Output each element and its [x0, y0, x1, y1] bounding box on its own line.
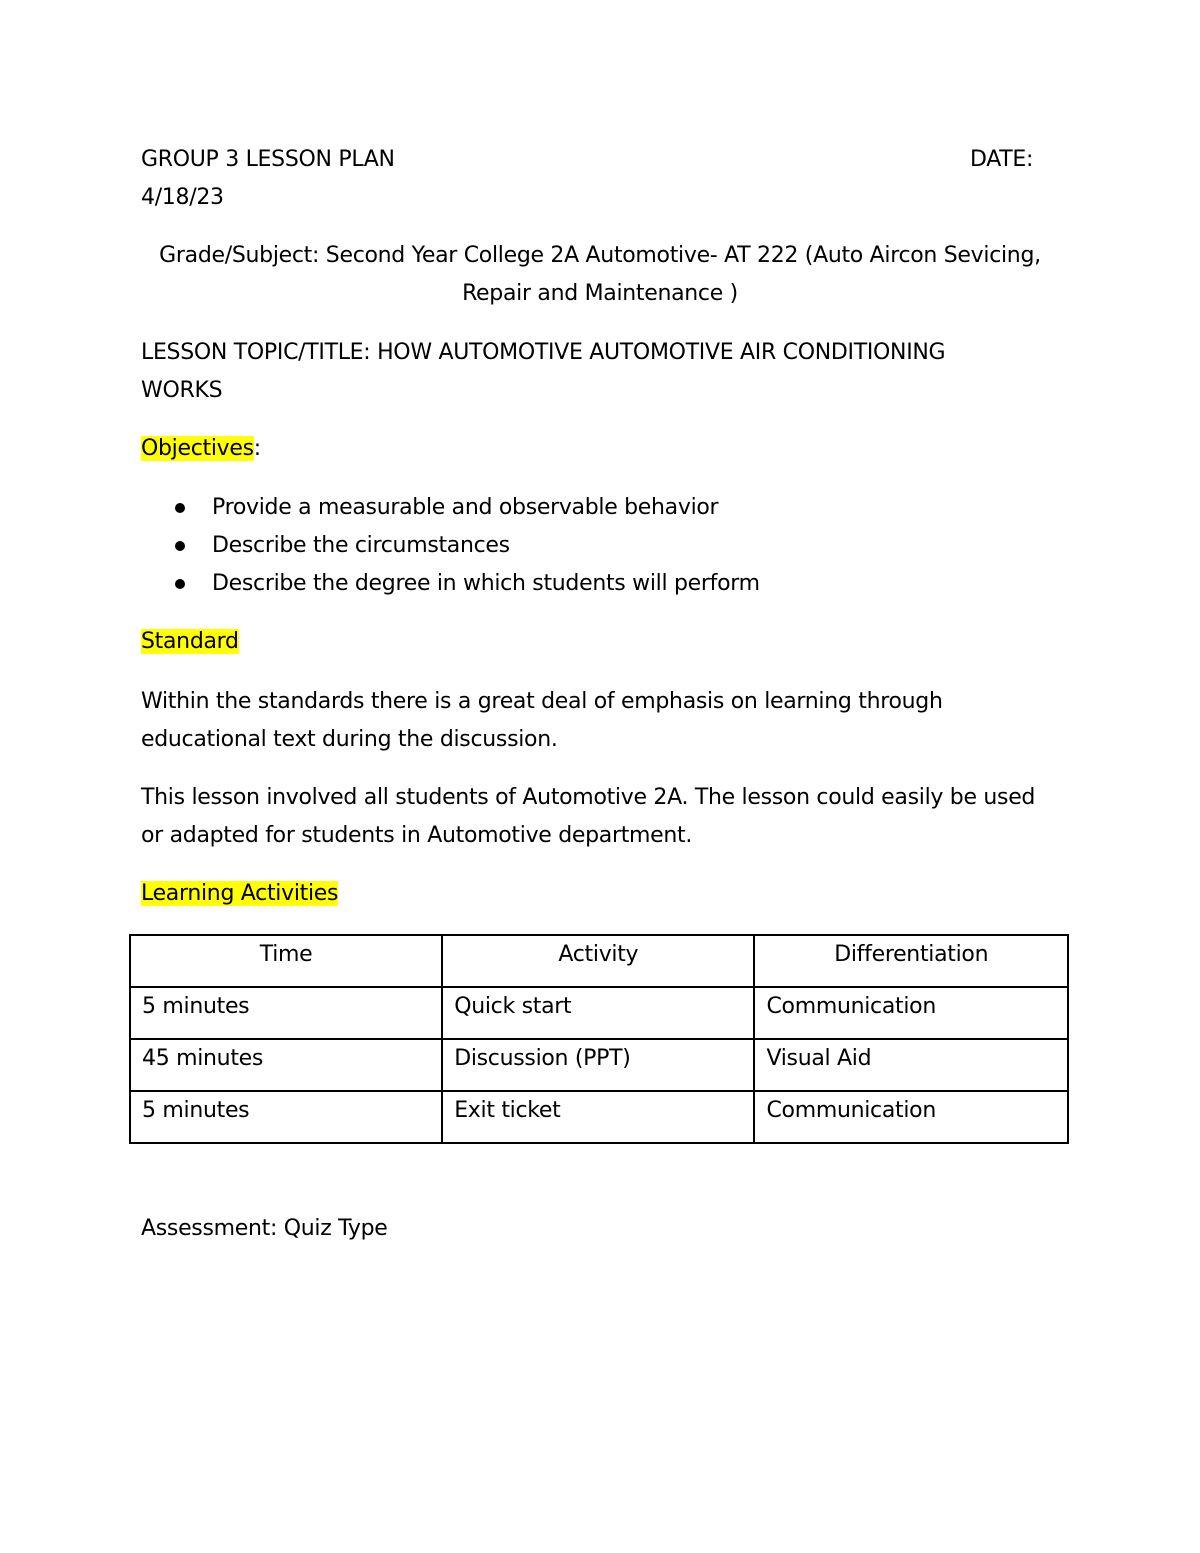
bullet-icon — [175, 503, 185, 513]
objectives-heading — [141, 430, 261, 468]
table-row — [130, 1039, 1068, 1091]
standard-paragraph-2: This lesson involved all students of Automotive 2A. The lesson could easily be used or adapted for students in Automotive department. — [141, 785, 1036, 848]
table-cell: Visual Aid — [754, 1039, 1068, 1091]
table-cell: Communication — [754, 1091, 1068, 1143]
lesson-topic: LESSON TOPIC/TITLE: HOW AUTOMOTIVE AUTOMOTIVE AIR CONDITIONING WORKS — [141, 340, 946, 403]
list-item — [170, 565, 760, 603]
table-cell: Exit ticket — [442, 1091, 754, 1143]
assessment: Assessment: Quiz Type — [141, 1216, 388, 1241]
objective-text: Provide a measurable and observable behavior — [212, 495, 719, 520]
objectives-colon: : — [253, 436, 261, 461]
table-cell: 45 minutes — [130, 1039, 442, 1091]
date-value: 4/18/23 — [141, 185, 224, 210]
date-label: DATE: — [970, 147, 1034, 172]
table-cell: 5 minutes — [130, 1091, 442, 1143]
learning-activities-heading — [141, 875, 338, 913]
objectives-heading-text: Objectives — [141, 436, 254, 461]
list-item — [170, 489, 760, 527]
table-row — [130, 987, 1068, 1039]
bullet-icon — [175, 579, 185, 589]
learning-activities-table — [129, 934, 1069, 1144]
learning-activities-heading-text: Learning Activities — [141, 881, 339, 906]
standard-paragraph-1: Within the standards there is a great deal of emphasis on learning through educational text during the discussion. — [141, 689, 943, 752]
column-header-differentiation: Differentiation — [754, 935, 1068, 987]
objective-text: Describe the circumstances — [212, 533, 510, 558]
grade-subject — [141, 237, 1059, 313]
table-cell: Quick start — [442, 987, 754, 1039]
grade-subject-line-2: Repair and Maintenance ) — [462, 281, 738, 306]
objectives-list — [170, 489, 760, 603]
standard-heading-text: Standard — [141, 629, 239, 654]
table-cell: Discussion (PPT) — [442, 1039, 754, 1091]
bullet-icon — [175, 541, 185, 551]
table-row — [130, 1091, 1068, 1143]
column-header-activity: Activity — [442, 935, 754, 987]
column-header-time: Time — [130, 935, 442, 987]
document-title: GROUP 3 LESSON PLAN — [141, 147, 395, 172]
table-header-row — [130, 935, 1068, 987]
table-cell: Communication — [754, 987, 1068, 1039]
standard-heading — [141, 623, 239, 661]
list-item — [170, 527, 760, 565]
objective-text: Describe the degree in which students will perform — [212, 571, 760, 596]
grade-subject-line-1: Grade/Subject: Second Year College 2A Automotive- AT 222 (Auto Aircon Sevicing, — [159, 243, 1041, 268]
table-cell: 5 minutes — [130, 987, 442, 1039]
